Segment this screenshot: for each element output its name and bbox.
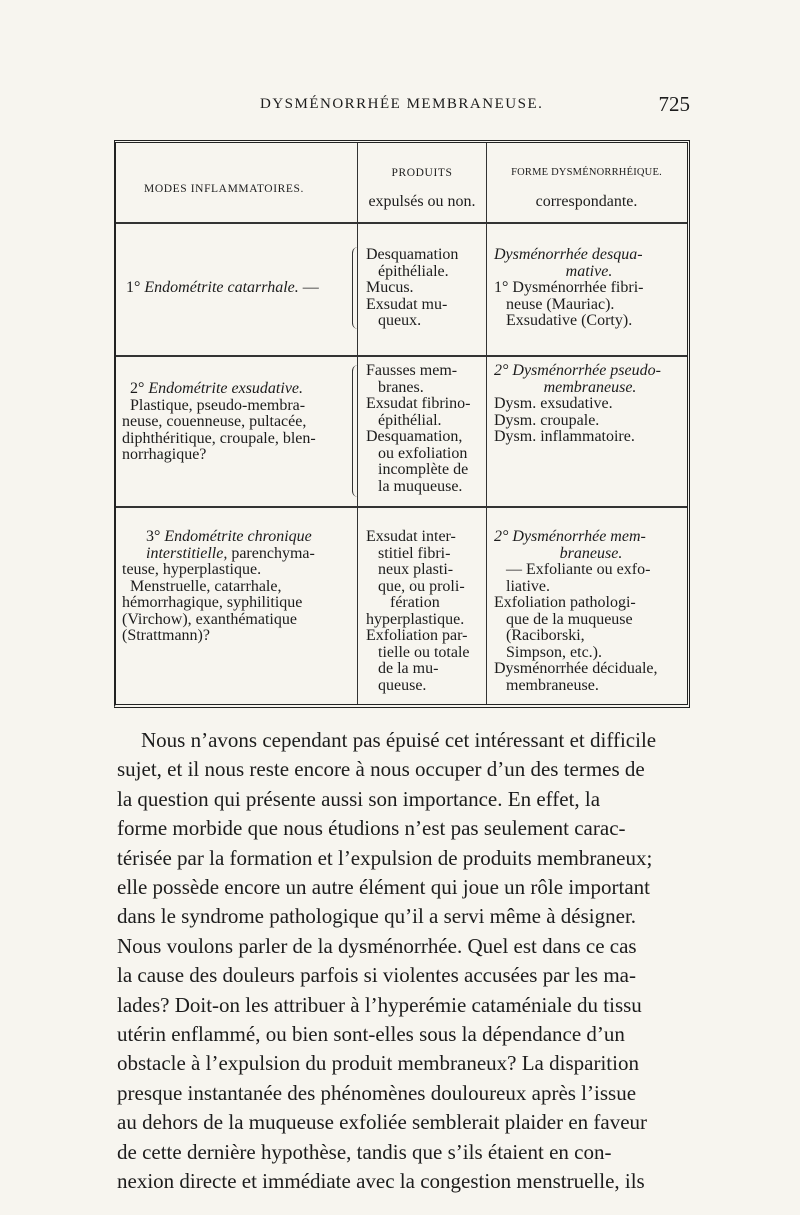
row3-form bbox=[494, 529, 688, 694]
body-line: obstacle à l’expulsion du produit membraneux? La disparition bbox=[117, 1051, 639, 1076]
col1-header: MODES INFLAMMATOIRES. bbox=[144, 183, 304, 195]
form-line: Dysm. exsudative. bbox=[494, 395, 613, 412]
form-line: Dysm. croupale. bbox=[494, 411, 600, 429]
header-divider bbox=[116, 222, 687, 224]
mode-line: parenchyma- bbox=[231, 544, 315, 562]
classification-table bbox=[114, 140, 690, 708]
row1-mode bbox=[126, 280, 356, 297]
running-title: DYSMÉNORRHÉE MEMBRANEUSE. bbox=[260, 96, 544, 112]
body-line: Nous n’avons cependant pas épuisé cet intéressant et difficile bbox=[141, 728, 657, 752]
product-line: ou exfoliation bbox=[378, 444, 468, 462]
body-line: la question qui présente aussi son importance. En effet, la bbox=[117, 786, 601, 811]
product-line: queuse. bbox=[378, 676, 427, 694]
product-line: Exfoliation par- bbox=[366, 627, 468, 644]
product-line: de la mu- bbox=[378, 660, 439, 677]
body-line: presque instantanée des phénomènes douloureux après l’issue bbox=[117, 1080, 637, 1105]
body-line: forme morbide que nous étudions n’est pas seulement carac- bbox=[117, 816, 626, 841]
product-line: hyperplastique. bbox=[366, 610, 465, 628]
body-line: au dehors de la muqueuse exfoliée semblerait plaider en faveur bbox=[117, 1110, 648, 1135]
brace bbox=[352, 365, 361, 497]
mode-line: hémorrhagique, syphilitique bbox=[122, 594, 303, 611]
row2-products bbox=[366, 363, 484, 495]
form-line: Dysm. inflammatoire. bbox=[494, 428, 635, 445]
mode-line: Menstruelle, catarrhale, bbox=[130, 577, 282, 595]
row1-form bbox=[494, 247, 684, 330]
form-title-line: 2° Dysménorrhée mem- bbox=[494, 528, 646, 545]
col2-header-top: PRODUITS bbox=[391, 167, 453, 179]
body-line: térisée par la formation et l’expulsion de produits membraneux; bbox=[117, 845, 653, 870]
row1-mode-title: Endométrite catarrhale. bbox=[144, 279, 299, 296]
form-title-line: Dysménorrhée desqua- bbox=[494, 246, 643, 263]
mode-line: norrhagique? bbox=[122, 446, 207, 463]
product-line: Exsudat fibrino- bbox=[366, 395, 471, 412]
form-line: que de la muqueuse bbox=[506, 610, 633, 628]
form-line: 1° Dysménorrhée fibri- bbox=[494, 279, 644, 296]
body-line: nexion directe et immédiate avec la congestion menstruelle, ils bbox=[117, 1169, 645, 1194]
body-line: utérin enflammé, ou bien sont-elles sous la dépendance d’un bbox=[117, 1022, 625, 1047]
row1-mode-dash: — bbox=[298, 279, 319, 296]
product-line: fération bbox=[390, 594, 440, 611]
row3-products bbox=[366, 529, 484, 694]
product-line: Desquamation bbox=[366, 246, 459, 263]
product-line: branes. bbox=[378, 378, 424, 396]
mode-line: Plastique, pseudo-membra- bbox=[130, 396, 306, 414]
product-line: Desquamation, bbox=[366, 428, 463, 445]
form-title-line: membraneuse. bbox=[543, 378, 637, 396]
body-line: lades? Doit-on les attribuer à l’hyperémie cataméniale du tissu bbox=[117, 992, 642, 1017]
form-line: (Raciborski, bbox=[506, 627, 585, 644]
product-line: incomplète de bbox=[378, 461, 469, 478]
body-line: dans le syndrome pathologique qu’il a servi même à désigner. bbox=[117, 904, 637, 929]
row1-products bbox=[366, 247, 484, 330]
mode-line: diphthéritique, croupale, blen- bbox=[122, 429, 316, 447]
product-line: tielle ou totale bbox=[378, 643, 470, 661]
page-number: 725 bbox=[658, 92, 690, 116]
mode-line: (Strattmann)? bbox=[122, 627, 210, 644]
brace bbox=[352, 247, 361, 329]
form-title-line: 2° Dysménorrhée pseudo- bbox=[494, 362, 661, 379]
product-line: épithéliale. bbox=[378, 262, 449, 280]
product-line: stitiel fibri- bbox=[378, 544, 451, 562]
product-line: neux plasti- bbox=[378, 561, 454, 578]
body-line: elle possède encore un autre élément qui joue un rôle important bbox=[117, 875, 650, 900]
col3-header-bottom: correspondante. bbox=[535, 193, 638, 210]
column-divider bbox=[486, 143, 487, 704]
product-line: Exsudat mu- bbox=[366, 295, 448, 313]
form-line: Simpson, etc.). bbox=[506, 643, 602, 661]
row2-mode-number: 2° bbox=[130, 380, 145, 397]
row-divider bbox=[116, 506, 687, 508]
form-line: liative. bbox=[506, 577, 550, 595]
mode-line: neuse, couenneuse, pultacée, bbox=[122, 413, 307, 430]
product-line: Exsudat inter- bbox=[366, 528, 456, 545]
form-line: Exfoliation pathologi- bbox=[494, 594, 636, 611]
row3-mode-number: 3° bbox=[146, 528, 161, 545]
product-line: que, ou proli- bbox=[378, 577, 465, 595]
product-line: Fausses mem- bbox=[366, 362, 458, 379]
row3-mode bbox=[122, 529, 354, 645]
form-line: — Exfoliante ou exfo- bbox=[506, 561, 651, 578]
form-line: Exsudative (Corty). bbox=[506, 312, 633, 329]
form-title-line: braneuse. bbox=[559, 544, 623, 562]
form-line: neuse (Mauriac). bbox=[506, 295, 615, 313]
body-line: Nous voulons parler de la dysménorrhée. Quel est dans ce cas bbox=[117, 933, 637, 958]
row2-form bbox=[494, 363, 686, 446]
product-line: queux. bbox=[378, 312, 422, 329]
form-title-line: mative. bbox=[565, 262, 613, 280]
product-line: Mucus. bbox=[366, 279, 414, 296]
col2-header-bottom: expulsés ou non. bbox=[368, 193, 476, 210]
row3-mode-title: Endométrite chronique interstitielle, bbox=[146, 528, 312, 562]
row2-mode-title: Endométrite exsudative. bbox=[148, 380, 304, 397]
body-line: sujet, et il nous reste encore à nous occuper d’un des termes de bbox=[117, 757, 645, 782]
running-head bbox=[110, 92, 690, 126]
row2-mode bbox=[122, 381, 354, 464]
body-line: la cause des douleurs parfois si violentes accusées par les ma- bbox=[117, 963, 636, 988]
product-line: épithélial. bbox=[378, 411, 442, 429]
body-paragraph bbox=[117, 726, 687, 1197]
row1-mode-number: 1° bbox=[126, 279, 141, 296]
row2-form-title bbox=[494, 363, 686, 380]
product-line: la muqueuse. bbox=[378, 477, 463, 495]
mode-line: (Virchow), exanthématique bbox=[122, 610, 297, 628]
form-line: membraneuse. bbox=[506, 676, 599, 694]
col3-header-top: FORME DYSMÉNORRHÉIQUE. bbox=[511, 167, 662, 178]
body-line: de cette dernière hypothèse, tandis que s’ils étaient en con- bbox=[117, 1139, 612, 1164]
row-divider bbox=[116, 355, 687, 357]
mode-line: teuse, hyperplastique. bbox=[122, 561, 262, 578]
form-line: Dysménorrhée déciduale, bbox=[494, 660, 658, 677]
